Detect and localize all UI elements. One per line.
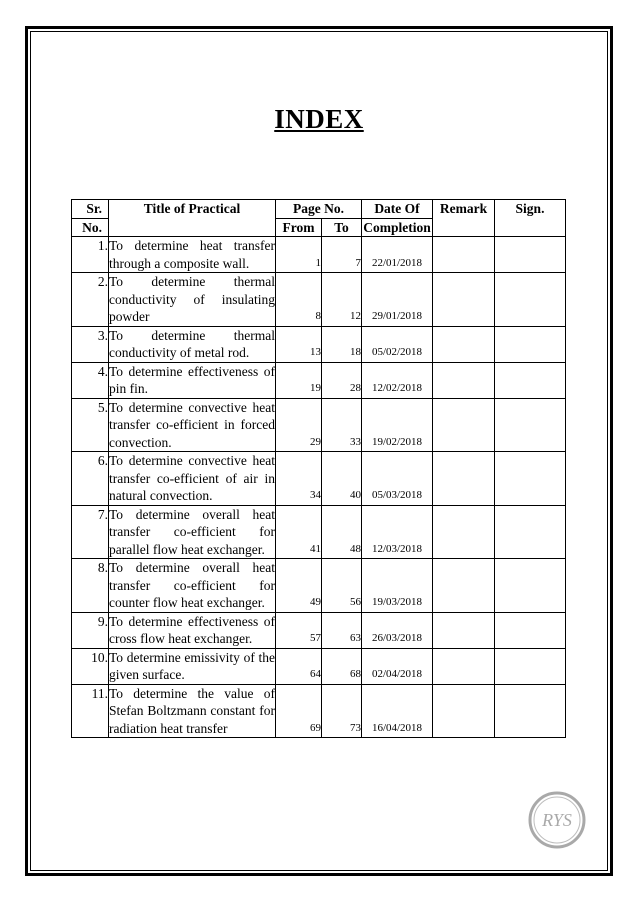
header-completion: Completion — [363, 219, 431, 235]
page-from-cell: 34 — [276, 452, 322, 506]
page-from-cell: 49 — [276, 559, 322, 613]
sign-cell — [495, 452, 566, 506]
remark-cell — [433, 273, 495, 327]
sr-cell: 1. — [72, 237, 109, 273]
page-to-cell: 73 — [322, 684, 362, 738]
table-row — [72, 452, 566, 506]
sr-cell: 3. — [72, 326, 109, 362]
practical-title-cell: To determine overall heat transfer co-efficient for parallel flow heat exchanger. — [109, 506, 275, 557]
remark-cell — [433, 684, 495, 738]
sr-cell: 2. — [72, 273, 109, 327]
sr-cell: 7. — [72, 505, 109, 559]
practical-title-cell: To determine effectiveness of pin fin. — [109, 363, 275, 396]
practical-title-cell: To determine the value of Stefan Boltzmann constant for radiation heat transfer — [109, 685, 275, 736]
remark-cell — [433, 398, 495, 452]
sign-cell — [495, 362, 566, 398]
remark-cell — [433, 648, 495, 684]
page-to-cell: 18 — [322, 326, 362, 362]
sr-cell: 6. — [72, 452, 109, 506]
page-from-cell: 19 — [276, 362, 322, 398]
sign-cell — [495, 559, 566, 613]
header-from: From — [276, 218, 322, 237]
page-to-cell: 48 — [322, 505, 362, 559]
remark-cell — [433, 612, 495, 648]
sign-cell — [495, 648, 566, 684]
completion-date-cell: 19/02/2018 — [362, 398, 433, 452]
header-to: To — [322, 218, 362, 237]
page-to-cell: 33 — [322, 398, 362, 452]
header-page-no: Page No. — [276, 200, 362, 219]
remark-cell — [433, 505, 495, 559]
practical-title-cell: To determine convective heat transfer co-efficient in forced convection. — [109, 399, 275, 450]
table-row — [72, 612, 566, 648]
header-row-1 — [72, 200, 566, 219]
completion-date-cell: 12/03/2018 — [362, 505, 433, 559]
sr-cell: 11. — [72, 684, 109, 738]
table-row — [72, 648, 566, 684]
header-remark: Remark — [433, 200, 495, 237]
completion-date-cell: 26/03/2018 — [362, 612, 433, 648]
sr-cell: 10. — [72, 648, 109, 684]
practical-title-cell: To determine overall heat transfer co-efficient for counter flow heat exchanger. — [109, 560, 275, 610]
sr-cell: 8. — [72, 559, 109, 613]
page-from-cell: 69 — [276, 684, 322, 738]
page-from-cell: 29 — [276, 398, 322, 452]
table-row — [72, 398, 566, 452]
sr-cell: 9. — [72, 612, 109, 648]
sign-cell — [495, 273, 566, 327]
page-to-cell: 12 — [322, 273, 362, 327]
completion-date-cell: 12/02/2018 — [362, 362, 433, 398]
table-row — [72, 273, 566, 327]
rys-stamp-logo — [528, 791, 586, 849]
remark-cell — [433, 559, 495, 613]
page-to-cell: 28 — [322, 362, 362, 398]
practical-title-cell: To determine thermal conductivity of metal rod. — [109, 327, 275, 360]
header-no: No. — [72, 218, 109, 237]
sr-cell: 5. — [72, 398, 109, 452]
page-from-cell: 64 — [276, 648, 322, 684]
svg-text:RYS: RYS — [542, 810, 572, 830]
index-table — [71, 199, 566, 738]
sign-cell — [495, 612, 566, 648]
sign-cell — [495, 505, 566, 559]
table-row — [72, 684, 566, 738]
sign-cell — [495, 684, 566, 738]
page-from-cell: 57 — [276, 612, 322, 648]
page-from-cell: 41 — [276, 505, 322, 559]
completion-date-cell: 16/04/2018 — [362, 684, 433, 738]
table-row — [72, 362, 566, 398]
page-from-cell: 13 — [276, 326, 322, 362]
page-to-cell: 7 — [322, 237, 362, 273]
page-to-cell: 63 — [322, 612, 362, 648]
remark-cell — [433, 452, 495, 506]
practical-title-cell: To determine emissivity of the given surface. — [109, 649, 275, 682]
practical-title-cell: To determine thermal conductivity of insulating powder — [109, 274, 275, 324]
remark-cell — [433, 326, 495, 362]
page-from-cell: 1 — [276, 237, 322, 273]
table-row — [72, 559, 566, 613]
completion-date-cell: 02/04/2018 — [362, 648, 433, 684]
sr-cell: 4. — [72, 362, 109, 398]
completion-date-cell: 05/02/2018 — [362, 326, 433, 362]
sign-cell — [495, 237, 566, 273]
page-to-cell: 40 — [322, 452, 362, 506]
practical-title-cell: To determine effectiveness of cross flow heat exchanger. — [109, 613, 275, 646]
remark-cell — [433, 362, 495, 398]
header-title: Title of Practical — [109, 200, 276, 237]
page-to-cell: 56 — [322, 559, 362, 613]
table-row — [72, 326, 566, 362]
practical-title-cell: To determine convective heat transfer co-efficient of air in natural convection. — [109, 453, 275, 503]
header-sr: Sr. — [72, 200, 109, 219]
remark-cell — [433, 237, 495, 273]
completion-date-cell: 19/03/2018 — [362, 559, 433, 613]
header-sign: Sign. — [495, 200, 566, 237]
sign-cell — [495, 398, 566, 452]
completion-date-cell: 29/01/2018 — [362, 273, 433, 327]
table-row — [72, 505, 566, 559]
page-to-cell: 68 — [322, 648, 362, 684]
practical-title-cell: To determine heat transfer through a composite wall. — [109, 238, 275, 271]
sign-cell — [495, 326, 566, 362]
page-from-cell: 8 — [276, 273, 322, 327]
page-title: INDEX — [274, 104, 364, 134]
table-row — [72, 237, 566, 273]
completion-date-cell: 22/01/2018 — [362, 237, 433, 273]
header-date-of: Date Of — [362, 200, 433, 219]
completion-date-cell: 05/03/2018 — [362, 452, 433, 506]
